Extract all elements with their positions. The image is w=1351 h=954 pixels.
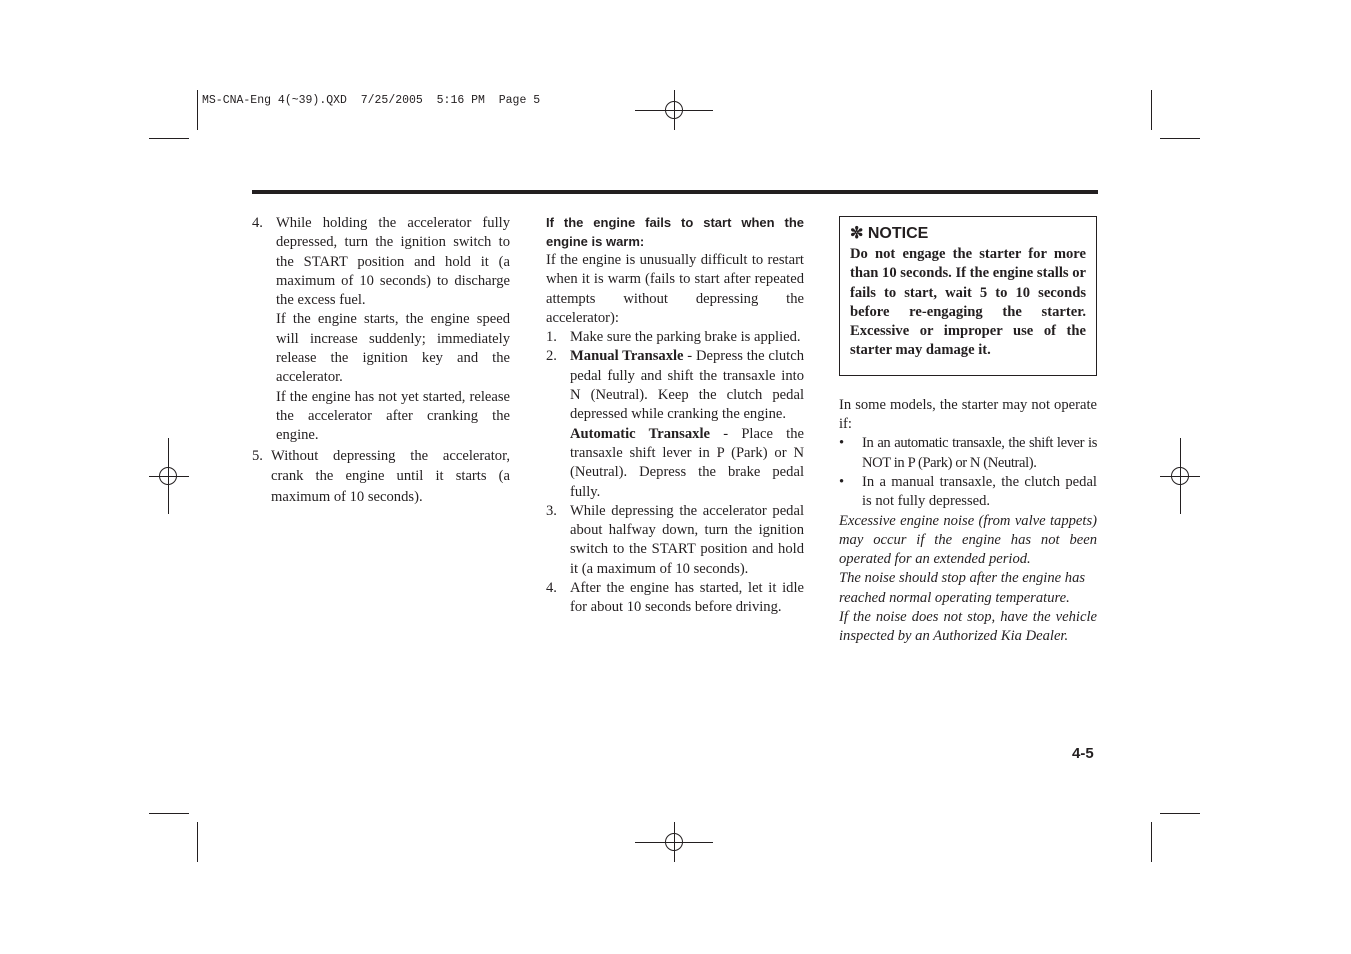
paragraph-text: - Place the transaxle shift lever in P (Park) or N (Neutral). Depress the brake pedal fully. xyxy=(570,425,804,500)
crop-mark xyxy=(1160,813,1200,814)
notice-icon: ✼ xyxy=(850,225,864,242)
list-item-2 xyxy=(546,347,804,501)
notice-title-text: NOTICE xyxy=(867,225,929,242)
paragraph: While depressing the accelerator pedal about halfway down, turn the ignition switch to the START position and hold it (a maximum of 10 seconds). xyxy=(570,502,804,577)
paragraph: In a manual transaxle, the clutch pedal is not fully depressed. xyxy=(862,473,1097,510)
italic-note: If the noise does not stop, have the vehicle inspected by an Authorized Kia Dealer. xyxy=(839,609,1097,645)
paragraph: If the engine starts, the engine speed will increase suddenly; immediately release the ignition key and the accelerator. xyxy=(276,311,510,386)
crop-mark xyxy=(197,90,198,130)
list-number: 3. xyxy=(546,502,557,519)
paragraph: In some models, the starter may not operate if: xyxy=(839,396,1097,433)
notice-title xyxy=(850,223,1086,245)
paragraph: While holding the accelerator fully depressed, turn the ignition switch to the START position and hold it (a maximum of 10 seconds) to discharge the excess fuel. xyxy=(276,215,510,309)
list-item-3 xyxy=(546,502,804,579)
section-heading: If the engine fails to start when the engine is warm: xyxy=(546,215,804,249)
bullet-icon: • xyxy=(839,473,845,490)
paragraph: In an automatic transaxle, the shift lever is NOT in P (Park) or N (Neutral). xyxy=(862,435,1097,471)
paragraph: After the engine has started, let it idle for about 10 seconds before driving. xyxy=(570,580,804,616)
list-item-4 xyxy=(546,579,804,618)
crop-mark xyxy=(149,138,189,139)
page-number: 4-5 xyxy=(1072,745,1094,762)
list-item-1 xyxy=(546,328,804,347)
paragraph: Without depressing the accelerator, crank the engine until it starts (a maximum of 10 seconds). xyxy=(271,447,510,505)
crop-mark xyxy=(197,822,198,862)
italic-note: The noise should stop after the engine has reached normal operating temperature. xyxy=(839,570,1086,606)
list-number: 2. xyxy=(546,348,557,365)
print-slug: MS-CNA-Eng 4(~39).QXD 7/25/2005 5:16 PM Page 5 xyxy=(202,94,541,107)
bullet-item xyxy=(839,473,1097,512)
list-number: 5. xyxy=(252,447,263,464)
list-item-5 xyxy=(252,446,510,508)
registration-circle xyxy=(665,833,683,851)
bullet-item xyxy=(839,434,1097,473)
paragraph: If the engine is unusually difficult to restart when it is warm (fails to start after repeated attempts without depressing the accelerator): xyxy=(546,252,804,326)
registration-circle xyxy=(665,101,683,119)
crop-mark xyxy=(1160,138,1200,139)
paragraph-text: - Depress the clutch pedal fully and shift the transaxle into N (Neutral). Keep the clutch pedal depressed while cranking the engine. xyxy=(570,348,805,423)
italic-note: Excessive engine noise (from valve tappets) may occur if the engine has not been operated for an extended period. xyxy=(839,512,1097,568)
notice-box xyxy=(839,216,1097,376)
registration-circle xyxy=(1171,467,1189,485)
list-number: 4. xyxy=(546,580,557,597)
crop-mark xyxy=(1151,822,1152,862)
list-number: 1. xyxy=(546,329,557,346)
crop-mark xyxy=(149,813,189,814)
list-item-4 xyxy=(252,214,510,446)
paragraph xyxy=(570,425,804,502)
manual-transaxle-label: Manual Transaxle xyxy=(570,348,684,365)
header-rule xyxy=(252,190,1098,194)
bullet-icon: • xyxy=(839,435,844,452)
paragraph: Make sure the parking brake is applied. xyxy=(570,329,801,346)
automatic-transaxle-label: Automatic Transaxle xyxy=(570,425,710,442)
paragraph: If the engine has not yet started, release the accelerator after cranking the engine. xyxy=(276,388,510,444)
notice-body: Do not engage the starter for more than 10 seconds. If the engine stalls or fails to start, wait 5 to 10 seconds before re-engaging the starter. Excessive or improper use of the starter may damage it. xyxy=(850,246,1086,359)
paragraph xyxy=(570,347,804,424)
registration-circle xyxy=(159,467,177,485)
crop-mark xyxy=(1151,90,1152,130)
column-left xyxy=(252,214,510,507)
column-middle xyxy=(546,214,804,618)
column-right xyxy=(839,216,1097,647)
list-number: 4. xyxy=(252,215,263,231)
